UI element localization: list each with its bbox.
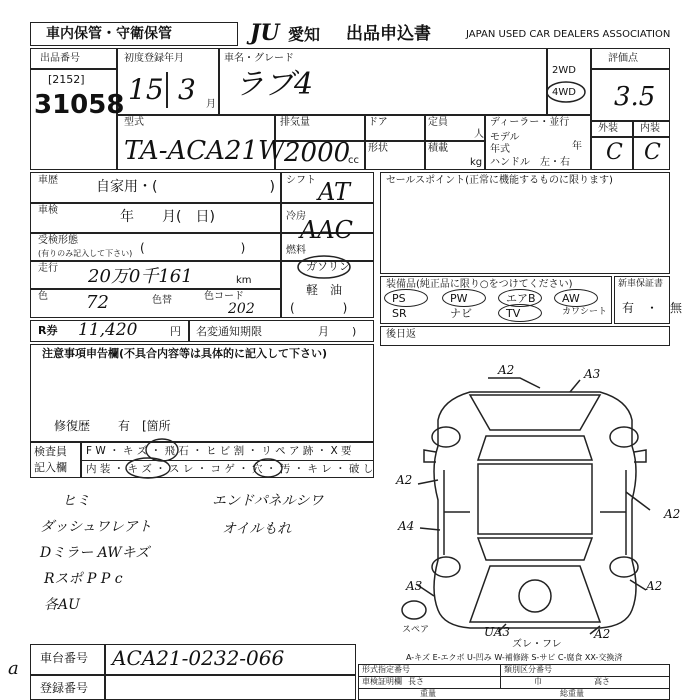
chassis-check-mark: a — [8, 658, 19, 679]
cert-weight: 重量 — [420, 689, 436, 698]
note-5: 各AU — [44, 597, 80, 613]
shape-label: 形状 — [368, 143, 388, 154]
selling-points-label: セールスポイント(正常に機能するものに限ります) — [386, 175, 613, 186]
damage-mark-6: A3 — [406, 579, 423, 593]
handle-label: ハンドル 左・右 — [490, 157, 570, 168]
load-unit: kg — [470, 157, 483, 168]
dealer-year-unit: 年 — [572, 141, 582, 152]
brand-name: 愛知 — [288, 25, 321, 44]
chassis-value: ACA21-0232-066 — [112, 646, 285, 670]
fuel-diesel: 軽 油 — [306, 283, 343, 297]
inspector-row-1: F W ・ キ ズ ・ 飛 石 ・ ヒ ビ 割 ・ リ ペ ア 跡 ・ X 要 — [86, 445, 352, 457]
loading-label: 後日返 — [386, 329, 416, 340]
shift-label: シフト — [286, 175, 316, 186]
drive-2wd: 2WD — [552, 65, 576, 76]
displacement-value: 2000 — [284, 138, 351, 168]
note-1: ヒミ — [62, 493, 90, 509]
fuel-label: 燃料 — [286, 245, 306, 256]
damage-mark-8: UA3 — [484, 625, 511, 639]
interior-label: 内装 — [640, 123, 660, 134]
aircon-value: AAC — [300, 216, 354, 244]
color-code-value: 202 — [228, 301, 255, 317]
note-3: Dミラー AWキズ — [40, 545, 150, 561]
dealer-label: ディーラー・並行 — [490, 117, 570, 128]
car-name-value: ラブ4 — [234, 67, 314, 102]
cert-width: 巾 — [534, 677, 542, 686]
tax-notice-close: ) — [352, 325, 357, 338]
exterior-value: C — [606, 140, 623, 165]
inspection-value: 年 月( 日) — [120, 209, 215, 225]
receipt-label: 受検形態 — [38, 235, 78, 246]
class-number-label: 類別区分番号 — [504, 665, 552, 674]
damage-mark-5: A4 — [398, 519, 415, 533]
doors-label: ドア — [368, 117, 388, 128]
spare-label: スペア — [402, 625, 430, 635]
damage-legend: A-キズ E-エクボ U-凹み W-補修跡 S-サビ C-腐食 XX-交換済 — [406, 653, 623, 662]
capacity-label: 定員 — [428, 117, 448, 128]
form-title: 出品申込書 — [346, 24, 431, 44]
exterior-label: 外装 — [598, 123, 618, 134]
tax-notice-label: 名変通知期限 — [196, 325, 262, 338]
receipt-note: (有りのみ記入して下さい) — [38, 249, 133, 258]
model-value: TA-ACA21W — [124, 136, 285, 166]
shift-value: AT — [318, 178, 351, 206]
equipment-item: ナビ — [450, 307, 472, 320]
displacement-unit: cc — [348, 155, 359, 166]
registration-label: 登録番号 — [40, 681, 89, 695]
receipt-paren: ( ) — [140, 241, 246, 255]
cert-label: 車検証明欄 — [362, 677, 402, 686]
drive-4wd: 4WD — [552, 87, 576, 98]
capacity-unit: 人 — [474, 129, 484, 140]
inspector-label-1: 検査員 — [34, 445, 67, 458]
damage-mark-4: A2 — [664, 507, 681, 521]
color-value: 72 — [86, 292, 109, 313]
color-label: 色 — [38, 291, 48, 302]
note-4: Rスポ P P c — [44, 571, 123, 587]
model-label: 型式 — [124, 117, 144, 128]
damage-mark-9: A2 — [594, 627, 611, 641]
equipment-label: 装備品(純正品に限り○をつけてください) — [386, 279, 573, 290]
lot-number: 31058 — [34, 90, 125, 120]
inspection-label: 車検 — [38, 205, 58, 216]
cert-height: 高さ — [594, 677, 610, 686]
first-reg-label: 初度登録年月 — [124, 53, 184, 64]
damage-mark-3: A2 — [396, 473, 413, 487]
mileage-value: 20万0千161 — [88, 266, 193, 287]
diagram-bottom-note: ズレ・フレ — [512, 639, 562, 650]
fuel-value: ガソリン — [306, 260, 350, 273]
color-code-label: 色コード — [204, 291, 244, 302]
equipment-item: カワシート — [562, 307, 608, 317]
score-value: 3.5 — [614, 82, 656, 112]
score-label: 評価点 — [608, 53, 638, 64]
equipment-item: PS — [392, 292, 406, 305]
fuel-paren: ( ) — [290, 301, 348, 315]
first-reg-month: 3 — [178, 73, 196, 106]
equipment-item: PW — [450, 292, 468, 305]
equipment-item: エアB — [506, 292, 536, 305]
warranty-value: 有 ・ 無 — [622, 301, 683, 315]
inspector-row-2: 内 装 ・ キ ズ ・ ス レ ・ コ ゲ ・ 穴 ・ 汚 ・ キ レ ・ 破 し — [86, 463, 374, 475]
mileage-label: 走行 — [38, 263, 58, 274]
repair-label: 修復歴 — [54, 419, 91, 433]
cert-total: 総重量 — [560, 689, 584, 698]
first-reg-month-unit: 月 — [206, 99, 216, 110]
displacement-label: 排気量 — [280, 117, 310, 128]
aircon-label: 冷房 — [286, 211, 306, 222]
usage-value: 自家用・( ) — [96, 179, 275, 195]
r-ticket-unit: 円 — [170, 325, 181, 338]
storage-note: 車内保管・守衛保管 — [46, 26, 172, 42]
equipment-item: SR — [392, 307, 407, 320]
damage-mark-7: A2 — [646, 579, 663, 593]
lot-label: 出品番号 — [40, 53, 80, 64]
lot-bracket: [2152] — [48, 73, 85, 86]
damage-mark-2: A3 — [584, 367, 601, 381]
tax-notice-unit: 月 — [318, 325, 329, 338]
car-name-label: 車名・グレード — [224, 53, 294, 64]
shape-number-label: 形式指定番号 — [362, 665, 410, 674]
cert-length: 長さ — [408, 677, 424, 686]
usage-label: 車歴 — [38, 175, 58, 186]
mileage-unit: km — [236, 275, 252, 286]
repair-value: 有 [箇所 — [118, 419, 171, 433]
dealer-model-year: モデル 年式 — [490, 132, 520, 155]
remarks-label: 注意事項申告欄(不具合内容等は具体的に記入して下さい) — [42, 347, 328, 360]
note-2: ダッシュワレアト — [40, 519, 152, 535]
equipment-item: AW — [562, 292, 580, 305]
association-name: JAPAN USED CAR DEALERS ASSOCIATION — [466, 29, 671, 40]
warranty-label: 新車保証書 — [618, 279, 664, 289]
load-label: 積載 — [428, 143, 448, 154]
first-reg-year: 15 — [128, 73, 164, 106]
chassis-label: 車台番号 — [40, 651, 89, 665]
r-ticket-label: R券 — [38, 324, 58, 337]
r-ticket-value: 11,420 — [78, 320, 138, 340]
inspector-label-2: 記入欄 — [34, 461, 67, 474]
equipment-item: TV — [506, 307, 521, 320]
note-right-2: オイルもれ — [222, 521, 292, 537]
damage-mark-1: A2 — [498, 363, 515, 377]
note-right-1: エンドパネルシワ — [212, 493, 324, 509]
color-change-label: 色替 — [152, 295, 172, 306]
interior-value: C — [644, 140, 661, 165]
brand-logo: JU — [250, 20, 280, 46]
